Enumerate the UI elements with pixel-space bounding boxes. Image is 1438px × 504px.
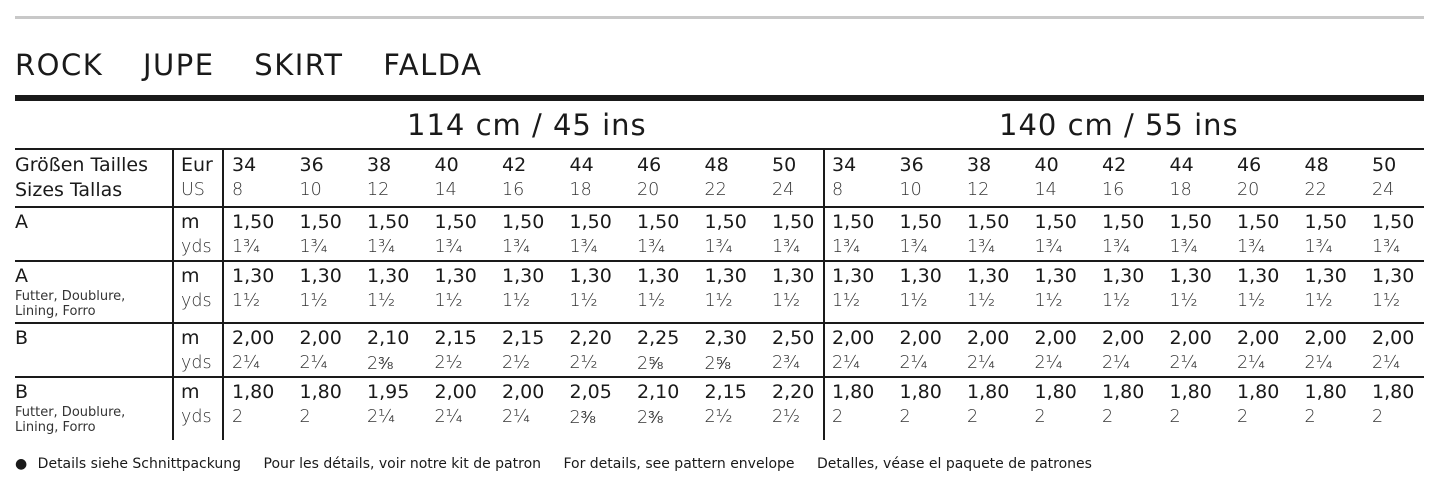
eur-size: 46 <box>637 154 662 176</box>
meters-value: 1,30 <box>1102 265 1145 287</box>
yards-value: 1¾ <box>1237 237 1266 257</box>
meters-value: 2,30 <box>704 327 747 349</box>
yards-value: 1½ <box>967 291 996 311</box>
yards-value: 2 <box>832 407 844 427</box>
meters-value: 1,30 <box>899 265 942 287</box>
us-size: 8 <box>232 180 244 200</box>
yards-value: 2¼ <box>1034 353 1063 373</box>
eur-size: 46 <box>1237 154 1262 176</box>
us-size: 22 <box>1304 180 1327 200</box>
title-en: SKIRT <box>254 48 344 82</box>
eur-size: 44 <box>1169 154 1194 176</box>
yards-value: 1¾ <box>772 237 801 257</box>
yards-value: 2 <box>1304 407 1316 427</box>
meters-value: 2,00 <box>434 381 477 403</box>
yards-value: 1¾ <box>1169 237 1198 257</box>
yards-value: 2 <box>1169 407 1181 427</box>
eur-size: 50 <box>1372 154 1397 176</box>
us-size: 12 <box>967 180 990 200</box>
yards-value: 2¼ <box>967 353 996 373</box>
size-label-line1: Größen Tailles <box>15 154 149 176</box>
meters-value: 1,80 <box>1169 381 1212 403</box>
unit-meters: m <box>181 327 200 349</box>
yards-value: 2¼ <box>1237 353 1266 373</box>
eur-size: 38 <box>367 154 392 176</box>
yards-value: 1½ <box>1237 291 1266 311</box>
us-size: 16 <box>1102 180 1125 200</box>
meters-value: 2,10 <box>367 327 410 349</box>
yards-value: 2¼ <box>899 353 928 373</box>
meters-value: 2,00 <box>232 327 275 349</box>
meters-value: 2,15 <box>502 327 545 349</box>
meters-value: 1,30 <box>569 265 612 287</box>
eur-size: 44 <box>569 154 594 176</box>
footer-note <box>15 456 1110 472</box>
size-system-us: US <box>181 180 205 200</box>
yards-value: 2½ <box>502 353 531 373</box>
eur-size: 36 <box>299 154 324 176</box>
meters-value: 2,00 <box>1237 327 1280 349</box>
footer-fr: Pour les détails, voir notre kit de patron <box>263 456 542 472</box>
meters-value: 1,50 <box>434 211 477 233</box>
yards-value: 1½ <box>899 291 928 311</box>
meters-value: 1,30 <box>434 265 477 287</box>
meters-value: 2,00 <box>1102 327 1145 349</box>
yards-value: 1½ <box>569 291 598 311</box>
us-size: 14 <box>434 180 457 200</box>
yards-value: 1½ <box>832 291 861 311</box>
meters-value: 2,05 <box>569 381 612 403</box>
yards-value: 1¾ <box>967 237 996 257</box>
yards-value: 1¾ <box>569 237 598 257</box>
meters-value: 1,30 <box>1237 265 1280 287</box>
unit-meters: m <box>181 265 200 287</box>
meters-value: 1,80 <box>1102 381 1145 403</box>
meters-value: 2,00 <box>967 327 1010 349</box>
meters-value: 2,00 <box>1372 327 1415 349</box>
us-size: 20 <box>637 180 660 200</box>
yards-value: 1½ <box>1102 291 1131 311</box>
yards-value: 1¾ <box>299 237 328 257</box>
yards-value: 2¼ <box>1169 353 1198 373</box>
eur-size: 34 <box>232 154 257 176</box>
yards-value: 1¾ <box>367 237 396 257</box>
eur-size: 34 <box>832 154 857 176</box>
yards-value: 2½ <box>434 353 463 373</box>
title-fr: JUPE <box>142 48 215 82</box>
yards-value: 2¾ <box>772 353 801 373</box>
eur-size: 50 <box>772 154 797 176</box>
fabric-width-140: 140 cm / 55 ins <box>999 108 1239 142</box>
yards-value: 1¾ <box>832 237 861 257</box>
meters-value: 1,50 <box>502 211 545 233</box>
meters-value: 2,15 <box>434 327 477 349</box>
yards-value: 2¼ <box>367 407 396 427</box>
yards-value: 2¼ <box>502 407 531 427</box>
us-size: 18 <box>1169 180 1192 200</box>
yards-value: 1¾ <box>704 237 733 257</box>
meters-value: 1,50 <box>232 211 275 233</box>
meters-value: 2,00 <box>1169 327 1212 349</box>
unit-yards: yds <box>181 291 212 311</box>
yards-value: 2¼ <box>1102 353 1131 373</box>
footer-es: Detalles, véase el paquete de patrones <box>817 456 1092 472</box>
yards-value: 1¾ <box>502 237 531 257</box>
meters-value: 1,50 <box>569 211 612 233</box>
view-label: B <box>15 327 29 349</box>
title-es: FALDA <box>383 48 483 82</box>
yards-value: 1½ <box>502 291 531 311</box>
yards-value: 1¾ <box>1304 237 1333 257</box>
yards-value: 2¼ <box>1372 353 1401 373</box>
meters-value: 1,80 <box>1034 381 1077 403</box>
yards-value: 1¾ <box>232 237 261 257</box>
us-size: 24 <box>772 180 795 200</box>
footer-en: For details, see pattern envelope <box>563 456 795 472</box>
us-size: 8 <box>832 180 844 200</box>
meters-value: 1,30 <box>1304 265 1347 287</box>
yards-value: 2 <box>299 407 311 427</box>
column-divider <box>172 150 174 440</box>
yards-value: 1½ <box>232 291 261 311</box>
meters-value: 2,20 <box>772 381 815 403</box>
meters-value: 1,95 <box>367 381 410 403</box>
yards-value: 2 <box>899 407 911 427</box>
yards-value: 1½ <box>367 291 396 311</box>
yards-value: 2¼ <box>299 353 328 373</box>
yards-value: 2⅜ <box>637 408 663 428</box>
unit-yards: yds <box>181 353 212 373</box>
footer-de: Details siehe Schnittpackung <box>37 456 242 472</box>
meters-value: 1,30 <box>772 265 815 287</box>
yards-value: 2⅜ <box>569 408 596 428</box>
lining-note: Futter, Doublure, Lining, Forro <box>15 289 126 319</box>
unit-yards: yds <box>181 407 212 427</box>
meters-value: 1,50 <box>899 211 942 233</box>
unit-yards: yds <box>181 237 212 257</box>
meters-value: 1,30 <box>1169 265 1212 287</box>
meters-value: 1,50 <box>1102 211 1145 233</box>
yards-value: 1½ <box>772 291 801 311</box>
unit-meters: m <box>181 211 200 233</box>
meters-value: 1,30 <box>967 265 1010 287</box>
meters-value: 1,30 <box>637 265 680 287</box>
row-rule <box>15 260 1424 262</box>
row-rule <box>15 206 1424 208</box>
row-rule <box>15 322 1424 324</box>
yards-value: 2⅝ <box>637 354 663 374</box>
yards-value: 2¼ <box>434 407 463 427</box>
view-label: A <box>15 211 28 233</box>
meters-value: 1,80 <box>832 381 875 403</box>
yards-value: 2½ <box>569 353 598 373</box>
meters-value: 2,25 <box>637 327 680 349</box>
yards-value: 1½ <box>1304 291 1333 311</box>
yards-value: 1¾ <box>1102 237 1131 257</box>
meters-value: 1,50 <box>772 211 815 233</box>
eur-size: 40 <box>434 154 459 176</box>
us-size: 20 <box>1237 180 1260 200</box>
yards-value: 2¼ <box>832 353 861 373</box>
yards-value: 1½ <box>434 291 463 311</box>
meters-value: 1,50 <box>1169 211 1212 233</box>
meters-value: 1,30 <box>299 265 342 287</box>
meters-value: 1,30 <box>367 265 410 287</box>
yards-value: 1½ <box>1372 291 1401 311</box>
meters-value: 1,80 <box>1304 381 1347 403</box>
yards-value: 1½ <box>637 291 666 311</box>
us-size: 24 <box>1372 180 1395 200</box>
bullet-icon: ● <box>15 456 28 472</box>
meters-value: 2,50 <box>772 327 815 349</box>
meters-value: 1,80 <box>299 381 342 403</box>
fabric-width-114: 114 cm / 45 ins <box>407 108 647 142</box>
meters-value: 2,00 <box>832 327 875 349</box>
meters-value: 2,00 <box>1304 327 1347 349</box>
meters-value: 1,50 <box>367 211 410 233</box>
width-divider <box>823 150 825 440</box>
meters-value: 2,20 <box>569 327 612 349</box>
lining-note: Futter, Doublure, Lining, Forro <box>15 405 126 435</box>
row-rule <box>15 376 1424 378</box>
yards-value: 1¾ <box>1372 237 1401 257</box>
meters-value: 1,80 <box>899 381 942 403</box>
yards-value: 2 <box>1372 407 1384 427</box>
yards-value: 1½ <box>1034 291 1063 311</box>
yards-value: 1¾ <box>434 237 463 257</box>
meters-value: 1,30 <box>704 265 747 287</box>
meters-value: 2,00 <box>299 327 342 349</box>
yards-value: 2½ <box>772 407 801 427</box>
size-label-line2: Sizes Tallas <box>15 179 123 201</box>
eur-size: 36 <box>899 154 924 176</box>
eur-size: 38 <box>967 154 992 176</box>
meters-value: 1,80 <box>1372 381 1415 403</box>
us-size: 18 <box>569 180 592 200</box>
meters-value: 1,50 <box>832 211 875 233</box>
yards-value: 1½ <box>299 291 328 311</box>
meters-value: 1,50 <box>637 211 680 233</box>
meters-value: 1,30 <box>232 265 275 287</box>
meters-value: 1,80 <box>232 381 275 403</box>
yards-value: 2 <box>1034 407 1046 427</box>
top-rule <box>15 16 1424 19</box>
meters-value: 2,00 <box>1034 327 1077 349</box>
meters-value: 2,00 <box>502 381 545 403</box>
yards-value: 2 <box>232 407 244 427</box>
eur-size: 40 <box>1034 154 1059 176</box>
meters-value: 1,30 <box>1034 265 1077 287</box>
us-size: 12 <box>367 180 390 200</box>
title-de: ROCK <box>15 48 104 82</box>
eur-size: 48 <box>1304 154 1329 176</box>
yards-value: 2 <box>967 407 979 427</box>
yards-value: 1¾ <box>637 237 666 257</box>
yards-value: 2¼ <box>1304 353 1333 373</box>
eur-size: 42 <box>1102 154 1127 176</box>
us-size: 22 <box>704 180 727 200</box>
view-label: A <box>15 265 28 287</box>
page-title <box>15 48 511 82</box>
view-label: B <box>15 381 29 403</box>
eur-size: 42 <box>502 154 527 176</box>
eur-size: 48 <box>704 154 729 176</box>
meters-value: 1,50 <box>299 211 342 233</box>
meters-value: 2,15 <box>704 381 747 403</box>
yards-value: 2 <box>1102 407 1114 427</box>
meters-value: 1,50 <box>1237 211 1280 233</box>
meters-value: 1,50 <box>1372 211 1415 233</box>
meters-value: 1,30 <box>832 265 875 287</box>
us-size: 14 <box>1034 180 1057 200</box>
us-size: 10 <box>899 180 922 200</box>
yards-value: 2 <box>1237 407 1249 427</box>
yards-value: 2½ <box>704 407 733 427</box>
meters-value: 1,50 <box>1034 211 1077 233</box>
meters-value: 1,50 <box>704 211 747 233</box>
size-system-eur: Eur <box>181 154 213 176</box>
meters-value: 1,50 <box>967 211 1010 233</box>
yards-value: 1½ <box>704 291 733 311</box>
meters-value: 1,30 <box>502 265 545 287</box>
unit-meters: m <box>181 381 200 403</box>
meters-value: 1,30 <box>1372 265 1415 287</box>
column-divider <box>222 150 224 440</box>
yards-value: 2⅜ <box>367 354 393 374</box>
header-rule <box>15 148 1424 150</box>
meters-value: 1,50 <box>1304 211 1347 233</box>
us-size: 10 <box>299 180 322 200</box>
yards-value: 1¾ <box>1034 237 1063 257</box>
meters-value: 1,80 <box>1237 381 1280 403</box>
yards-value: 1½ <box>1169 291 1198 311</box>
yards-value: 2¼ <box>232 353 261 373</box>
yards-value: 1¾ <box>899 237 928 257</box>
meters-value: 1,80 <box>967 381 1010 403</box>
title-rule <box>15 95 1424 101</box>
meters-value: 2,10 <box>637 381 680 403</box>
meters-value: 2,00 <box>899 327 942 349</box>
yards-value: 2⅝ <box>704 354 731 374</box>
us-size: 16 <box>502 180 525 200</box>
